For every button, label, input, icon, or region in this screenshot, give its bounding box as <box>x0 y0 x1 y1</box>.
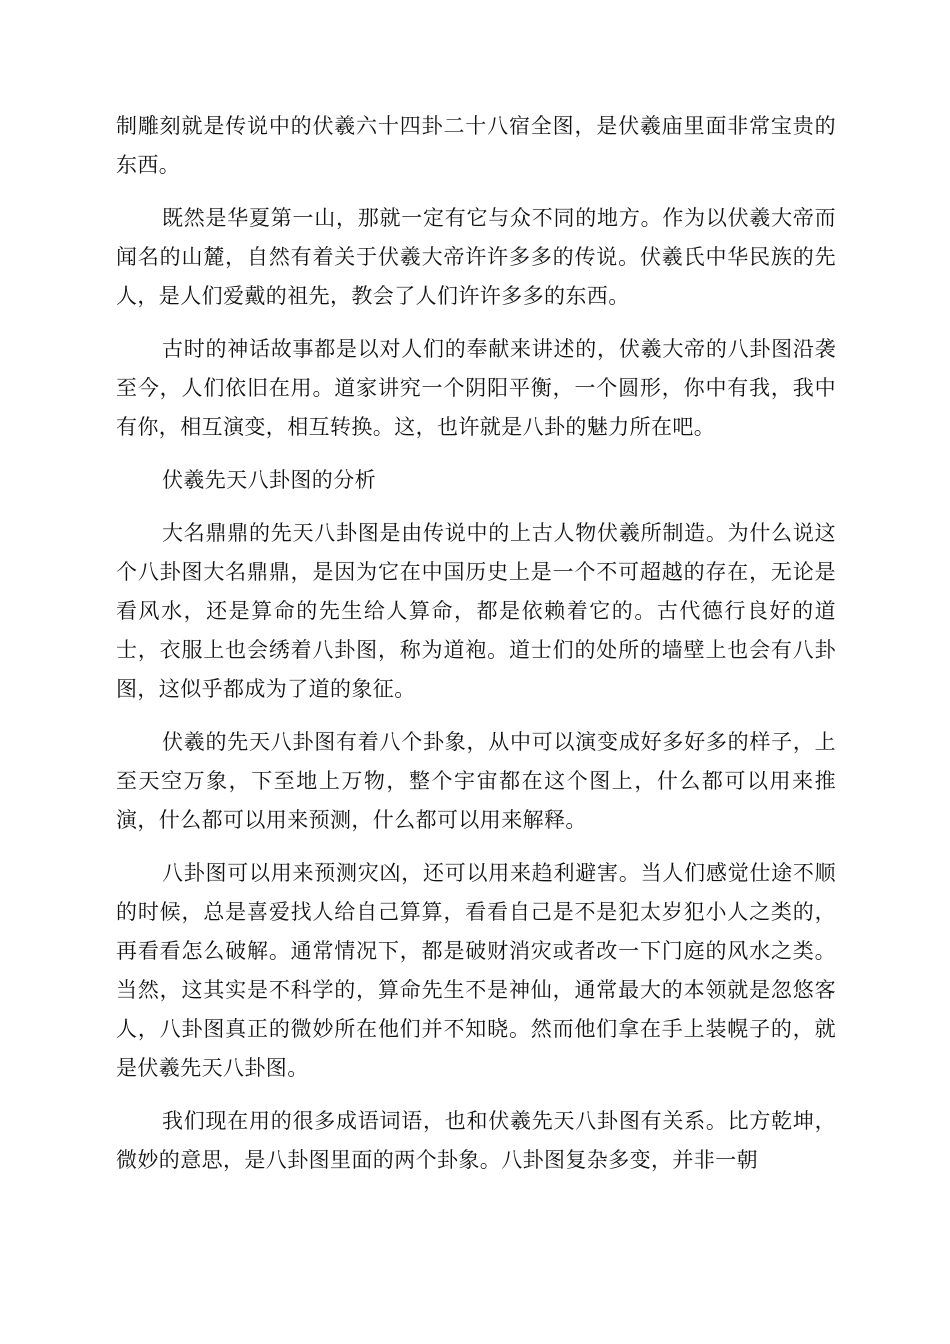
document-body <box>116 107 836 1194</box>
paragraph: 古时的神话故事都是以对人们的奉献来讲述的，伏羲大帝的八卦图沿袭至今，人们依旧在用。道家讲究一个阴阳平衡，一个圆形，你中有我，我中有你，相互演变，相互转换。这，也许就是八卦的魅力所在吧。 <box>116 337 836 439</box>
paragraph: 八卦图可以用来预测灾凶，还可以用来趋利避害。当人们感觉仕途不顺的时候，总是喜爱找人给自己算算，看看自己是不是犯太岁犯小人之类的，再看看怎么破解。通常情况下，都是破财消灾或者改一下门庭的风水之类。当然，这其实是不科学的，算命先生不是神仙，通常最大的本领就是忽悠客人，八卦图真正的微妙所在他们并不知晓。然而他们拿在手上装幌子的，就是伏羲先天八卦图。 <box>116 861 836 1080</box>
paragraph: 我们现在用的很多成语词语，也和伏羲先天八卦图有关系。比方乾坤，微妙的意思，是八卦图里面的两个卦象。八卦图复杂多变，并非一朝 <box>116 1109 836 1172</box>
paragraph-continuation: 制雕刻就是传说中的伏羲六十四卦二十八宿全图，是伏羲庙里面非常宝贵的东西。 <box>116 114 836 177</box>
paragraph: 大名鼎鼎的先天八卦图是由传说中的上古人物伏羲所制造。为什么说这个八卦图大名鼎鼎，是因为它在中国历史上是一个不可超越的存在，无论是看风水，还是算命的先生给人算命，都是依赖着它的。古代德行良好的道士，衣服上也会绣着八卦图，称为道袍。道士们的处所的墙壁上也会有八卦图，这似乎都成为了道的象征。 <box>116 521 836 701</box>
paragraph: 伏羲的先天八卦图有着八个卦象，从中可以演变成好多好多的样子，上至天空万象，下至地上万物，整个宇宙都在这个图上，什么都可以用来推演，什么都可以用来预测，什么都可以用来解释。 <box>116 730 836 832</box>
section-heading: 伏羲先天八卦图的分析 <box>162 468 376 492</box>
paragraph: 既然是华夏第一山，那就一定有它与众不同的地方。作为以伏羲大帝而闻名的山麓，自然有着关于伏羲大帝许许多多的传说。伏羲氏中华民族的先人，是人们爱戴的祖先，教会了人们许许多多的东西。 <box>116 206 836 308</box>
